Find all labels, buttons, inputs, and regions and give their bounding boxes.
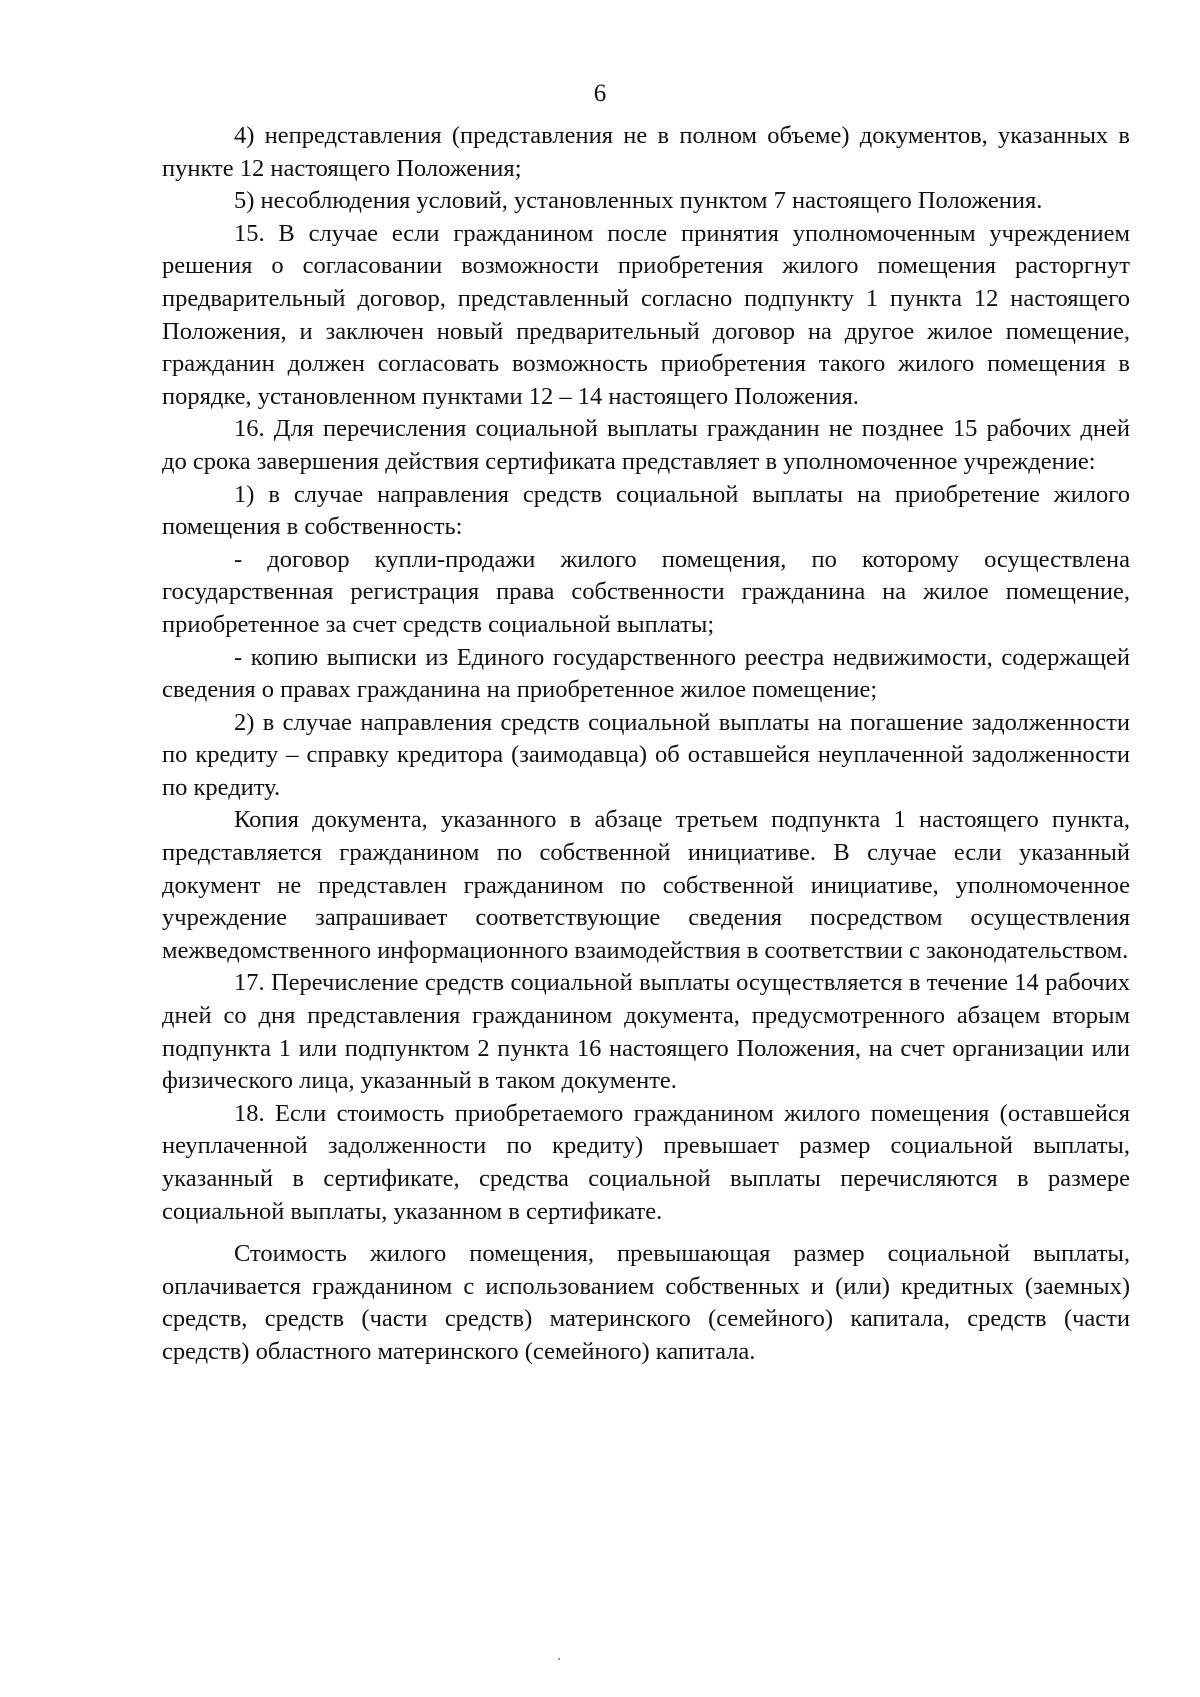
paragraph-gap bbox=[162, 1228, 1130, 1238]
page-number: 6 bbox=[593, 80, 607, 107]
document-body bbox=[162, 120, 1130, 1369]
paragraph-15: 15. В случае если гражданином после принятия уполномоченным учреждением решения о согласовании возможности приобретения жилого помещения расторгнут предварительный договор, представленный согласно подпункту 1 пункта 12 настоящего Положения, и заключен новый предварительный договор на другое жилое помещение, гражданин должен согласовать возможность приобретения такого жилого помещения в порядке, установленном пунктами 12 – 14 настоящего Положения. bbox=[162, 219, 1130, 410]
paragraph-17: 17. Перечисление средств социальной выплаты осуществляется в течение 14 рабочих дней со дня представления гражданином документа, предусмотренного абзацем вторым подпункта 1 или подпунктом 2 пункта 16 настоящего Положения, на счет организации или физического лица, указанный в таком документе. bbox=[162, 969, 1130, 1095]
paragraph-item-5: 5) несоблюдения условий, установленных пунктом 7 настоящего Положения. bbox=[234, 187, 1043, 215]
paragraph-18: 18. Если стоимость приобретаемого гражданином жилого помещения (оставшейся неуплаченной задолженности по кредиту) превышает размер социальной выплаты, указанный в сертификате, средства социальной выплаты перечисляются в размере социальной выплаты, указанном в сертификате. bbox=[162, 1099, 1130, 1225]
paragraph-16: 16. Для перечисления социальной выплаты гражданин не позднее 15 рабочих дней до срока завершения действия сертификата представляет в уполномоченное учреждение: bbox=[162, 415, 1130, 475]
paragraph-16-dash-contract: - договор купли-продажи жилого помещения, по которому осуществлена государственная регистрация права собственности гражданина на жилое помещение, приобретенное за счет средств социальной выплаты; bbox=[162, 545, 1130, 638]
paragraph-18-cost-excess: Стоимость жилого помещения, превышающая размер социальной выплаты, оплачивается гражданином с использованием собственных и (или) кредитных (заемных) средств, средств (части средств) материнского (семейного) капитала, средств (части средств) областного материнского (семейного) капитала. bbox=[162, 1240, 1130, 1365]
paragraph-16-dash-registry-extract: - копию выписки из Единого государственного реестра недвижимости, содержащей сведения о правах гражданина на приобретенное жилое помещение; bbox=[162, 643, 1130, 704]
paragraph-16-document-copy: Копия документа, указанного в абзаце третьем подпункта 1 настоящего пункта, представляется гражданином по собственной инициативе. В случае если указанный документ не представлен гражданином по собственной инициативе, уполномоченное учреждение запрашивает соответствующие сведения посредством осуществления межведомственного информационного взаимодействия в соответствии с законодательством. bbox=[162, 806, 1130, 964]
paragraph-16-subitem-2: 2) в случае направления средств социальной выплаты на погашение задолженности по кредиту – справку кредитора (заимодавца) об оставшейся неуплаченной задолженности по кредиту. bbox=[162, 708, 1130, 801]
scan-artifact bbox=[558, 1658, 560, 1660]
paragraph-16-subitem-1: 1) в случае направления средств социальной выплаты на приобретение жилого помещения в собственность: bbox=[162, 480, 1130, 541]
paragraph-item-4: 4) непредставления (представления не в полном объеме) документов, указанных в пункте 12 настоящего Положения; bbox=[162, 122, 1130, 182]
